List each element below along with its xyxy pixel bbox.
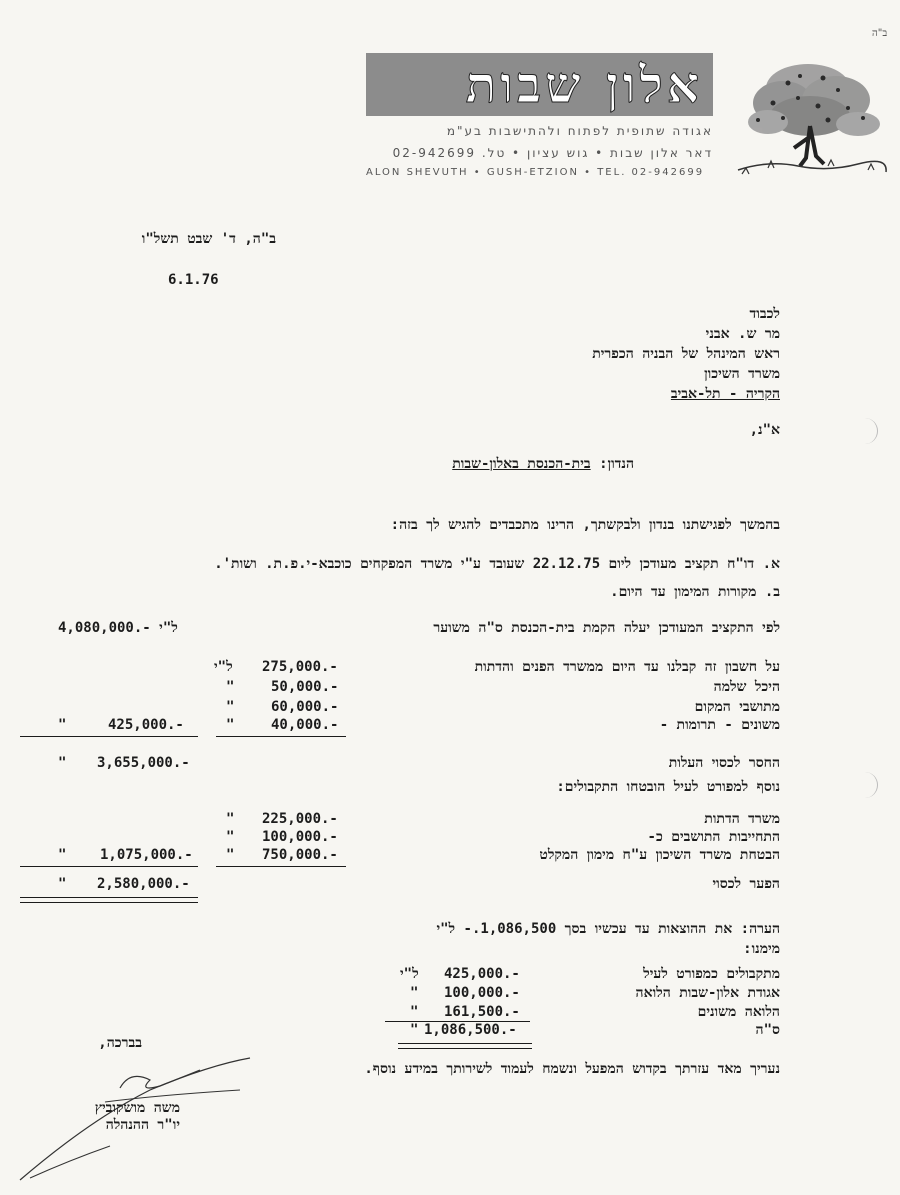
table-row-amount: 40,000.- (271, 717, 339, 733)
estimate-total: 4,080,000.- ל"י (58, 620, 178, 636)
table-row-amount: 60,000.- (271, 699, 339, 715)
organization-name: אלון שבות (465, 55, 703, 114)
recipient-line: מר ש. אבני (705, 326, 780, 342)
table-row-mark: " (410, 985, 419, 1001)
table-row-amount: 100,000.- (262, 829, 338, 845)
table-row-mark: " (226, 717, 235, 733)
estimate-text: לפי התקציב המעודכן יעלה הקמת בית-הכנסת ס"ה משוער (433, 620, 780, 636)
table-row-mark: ל"י (400, 966, 419, 982)
date-gregorian: 6.1.76 (168, 272, 219, 288)
table-row-label: הבטחת משרד השיכון ע"ח מימון המקלט (539, 847, 780, 863)
table-row-amount: 275,000.- (262, 659, 338, 675)
total-rule (20, 866, 198, 867)
recipient-line: הקריה - תל-אביב (670, 386, 780, 402)
table-total-amount: 1,075,000.- (100, 847, 193, 863)
table-row-amount: 100,000.- (444, 985, 520, 1001)
funding-total-label: ס"ה (755, 1022, 780, 1038)
table-row-label: על חשבון זה קבלנו עד היום ממשרד הפנים והדתות (474, 659, 780, 675)
letterhead-english: ALON SHEVUTH • GUSH-ETZION • TEL. 02-942699 (366, 167, 705, 178)
shortfall-amount: 3,655,000.- (97, 755, 190, 771)
binder-hole (855, 418, 878, 444)
table-total-mark: " (58, 847, 67, 863)
table-row-mark: " (226, 699, 235, 715)
signatory-name: משה מושקוביץ (94, 1100, 180, 1116)
table-row-label: היכל שלמה (713, 679, 780, 695)
binder-hole (855, 772, 878, 798)
date-hebrew: ב"ה, ד' שבט תשל"ו (141, 231, 276, 247)
total-rule (216, 866, 346, 867)
double-underline (20, 897, 198, 903)
gap-text: הפער לכסוי (712, 876, 780, 892)
table-total-mark: " (58, 717, 67, 733)
table-total-amount: 425,000.- (108, 717, 184, 733)
table-row-label: משונים - תרומות - (659, 717, 780, 733)
table-row-label: הלואה משונים (697, 1004, 780, 1020)
additional-heading: נוסף למפורט לעיל הובטחו התקבולים: (556, 779, 780, 795)
salutation: א"נ, (749, 422, 780, 438)
table-row-label: מתקבולים כמפורט לעיל (643, 966, 780, 982)
total-rule (20, 736, 198, 737)
recipient-line: ראש המינהל של הבניה הכפרית (592, 346, 780, 362)
total-rule (216, 736, 346, 737)
table-row-amount: 161,500.- (444, 1004, 520, 1020)
item-b: ב. מקורות המימון עד היום. (610, 584, 780, 600)
intro-text: בהמשך לפגישתנו בנדון ולבקשתך, הרינו מתכבדים להגיש לך בזה: (390, 517, 780, 533)
table-row-mark: ל"י (214, 659, 233, 675)
recipient-line: משרד השיכון (704, 366, 780, 382)
table-row-mark: " (226, 847, 235, 863)
subject-line (330, 456, 634, 473)
signatory-title: יו"ר ההנהלה (105, 1117, 180, 1133)
table-row-label: אגודת אלון-שבות הלואה (635, 985, 780, 1001)
table-row-amount: 750,000.- (262, 847, 338, 863)
subject-prefix: הנדון: (599, 456, 634, 472)
table-row-mark: " (410, 1004, 419, 1020)
item-a: א. דו"ח תקציב מעודכן ליום 22.12.75 שעובד ע"י משרד המפקחים כוכבא-י.פ.ת. ושות'. (214, 556, 780, 572)
table-row-mark: " (226, 829, 235, 845)
shortfall-mark: " (58, 755, 67, 771)
table-row-label: התחייבות התושבים כ- (647, 829, 780, 845)
double-underline (398, 1043, 532, 1049)
closing-text: נעריך מאד עזרתך בקדוש המפעל ונשמח לעמוד לשירותך במידע נוסף. (364, 1061, 780, 1077)
recipient-line: לכבוד (749, 306, 780, 322)
table-row-amount: 425,000.- (444, 966, 520, 982)
note-line-2: מימנו: (743, 941, 780, 957)
letterhead-subtitle: אגודה שתופית לפתוח ולהתישבות בע"מ (446, 124, 713, 138)
subject-text: בית-הכנסת באלון-שבות (452, 456, 591, 472)
letterhead-banner (366, 53, 713, 116)
table-row-label: מתושבי המקום (694, 699, 780, 715)
tree-logo-icon (728, 48, 888, 188)
table-row-label: משרד הדתות (704, 811, 780, 827)
gap-amount: 2,580,000.- (97, 876, 190, 892)
funding-total-mark: " (410, 1022, 419, 1038)
note-line-1: הערה: את ההוצאות עד עכשיו בסך 1,086,500.- ל"י (436, 921, 780, 937)
regards: בברכה, (98, 1035, 142, 1051)
table-row-mark: " (226, 679, 235, 695)
table-row-amount: 50,000.- (271, 679, 339, 695)
gap-mark: " (58, 876, 67, 892)
corner-mark: ב"ה (872, 28, 888, 39)
table-row-amount: 225,000.- (262, 811, 338, 827)
letterhead-address: דאר אלון שבות • גוש עציון • טל. 02-942699 (392, 146, 713, 160)
shortfall-text: החסר לכסוי העלות (668, 755, 780, 771)
table-row-mark: " (226, 811, 235, 827)
funding-total-amount: 1,086,500.- (424, 1022, 517, 1038)
